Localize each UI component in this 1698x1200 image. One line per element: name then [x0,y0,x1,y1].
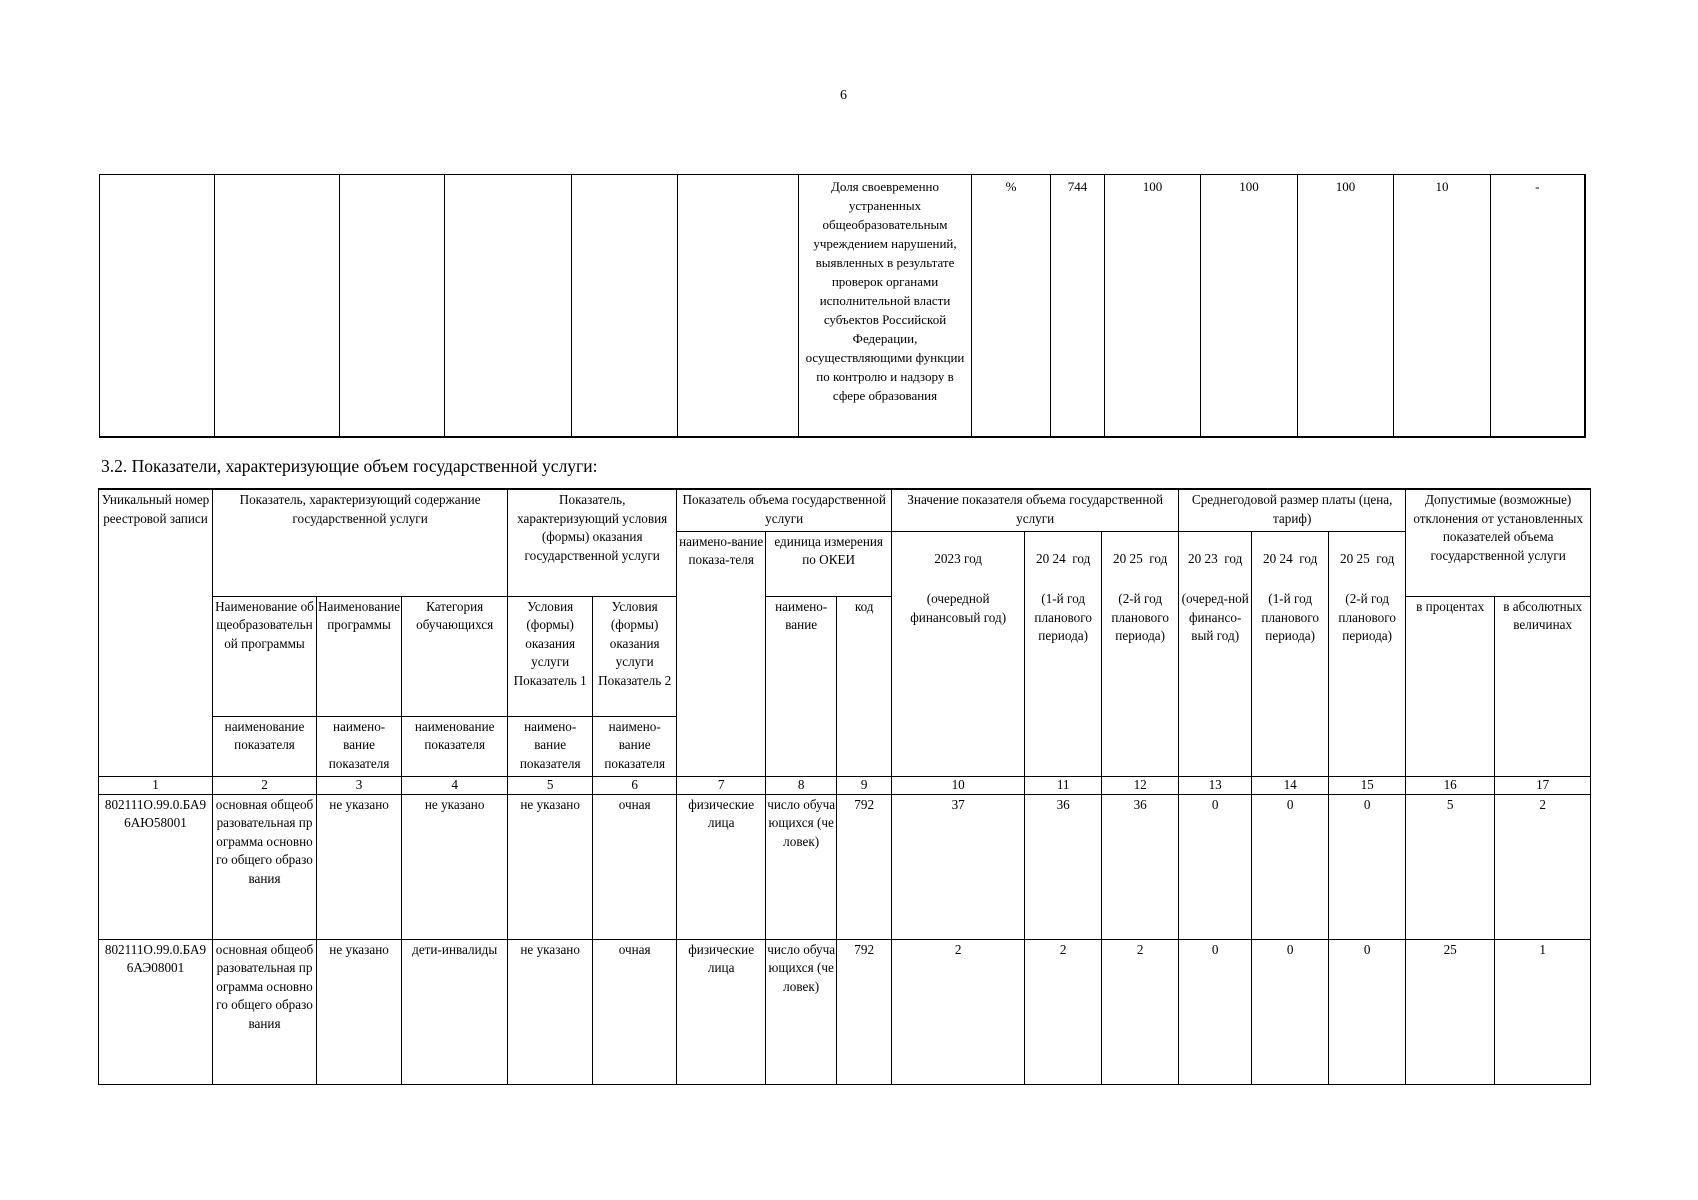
column-number: 15 [1329,776,1406,794]
header-value-2023 [892,531,1025,776]
program-name-cell: не указано [317,794,402,939]
registry-number: 802111О.99.0.БА96АЭ08001 [99,939,213,1084]
value-2025-cell: 2 [1102,939,1179,1084]
column-number: 14 [1252,776,1329,794]
fee-2023-cell: 0 [1179,939,1252,1084]
column-number: 2 [213,776,317,794]
column-number: 6 [593,776,677,794]
value-2023-cell: 2 [892,939,1025,1084]
page-number: 6 [840,88,847,103]
deviation-absolute-cell: 1 [1495,939,1591,1084]
header-deviation-group: Допустимые (возможные) отклонения от установленных показателей объема государственной услуги [1406,489,1591,596]
header-indicator-name: наимено-вание показа-теля [677,531,766,776]
header-fee-2023-year: 20 23 год [1188,550,1243,566]
header-value-2025-year: 20 25 год [1113,550,1168,566]
empty-cell [215,175,340,437]
fee-2023-cell: 0 [1179,794,1252,939]
header-condition-1: Условия (формы) оказания услуги Показатель 1 [508,596,593,716]
deviation-percent-cell: 25 [1406,939,1495,1084]
fee-2025-cell: 0 [1329,939,1406,1084]
indicator-cell: физические лица [677,939,766,1084]
deviation-absolute-cell: 2 [1495,794,1591,939]
header-deviation-absolute: в абсолютных величинах [1495,596,1591,776]
quality-code: 744 [1051,175,1105,437]
quality-unit: % [972,175,1051,437]
empty-cell [445,175,572,437]
header-program-name: Наименование программы [317,596,402,716]
header-indicator-name-c: наименование показателя [402,716,508,776]
header-condition-2: Условия (формы) оказания услуги Показатель 2 [593,596,677,716]
column-number: 3 [317,776,402,794]
header-fee-2024-sub: (1-й год планового периода) [1261,591,1319,643]
header-fee-2023 [1179,531,1252,776]
unit-name-cell: число обучающихся (человек) [766,939,837,1084]
header-unit-code: код [837,596,892,776]
header-volume-group: Показатель объема государственной услуги [677,489,892,531]
volume-indicators-table [98,488,1591,1085]
quality-deviation-percent: 10 [1394,175,1491,437]
condition-1-cell: не указано [508,794,593,939]
fee-2024-cell: 0 [1252,794,1329,939]
header-content-group: Показатель, характеризующий содержание государственной услуги [213,489,508,596]
empty-cell [100,175,215,437]
condition-2-cell: очная [593,939,677,1084]
column-number: 11 [1025,776,1102,794]
column-number: 16 [1406,776,1495,794]
header-program: Наименование общеобразовательной программы [213,596,317,716]
table-row [99,794,1591,939]
header-value-group: Значение показателя объема государственной услуги [892,489,1179,531]
header-deviation-percent: в процентах [1406,596,1495,776]
header-fee-2023-sub: (очеред-ной финансо-вый год) [1181,591,1249,643]
quality-deviation-absolute: - [1491,175,1585,437]
header-value-2024-sub: (1-й год планового периода) [1034,591,1092,643]
column-number: 10 [892,776,1025,794]
deviation-percent-cell: 5 [1406,794,1495,939]
condition-1-cell: не указано [508,939,593,1084]
header-unit-name: наимено-вание [766,596,837,776]
header-value-2024 [1025,531,1102,776]
header-fee-2025-year: 20 25 год [1340,550,1395,566]
program-cell: основная общеобразовательная программа основного общего образования [213,939,317,1084]
value-2024-cell: 2 [1025,939,1102,1084]
column-number: 17 [1495,776,1591,794]
header-indicator-name-e: наимено-вание показателя [593,716,677,776]
column-number: 12 [1102,776,1179,794]
registry-number: 802111О.99.0.БА96АЮ58001 [99,794,213,939]
quality-indicators-table-continued [99,174,1586,438]
header-indicator-name-d: наимено-вание показателя [508,716,593,776]
quality-indicator-name: Доля своевременно устраненных общеобразовательным учреждением нарушений, выявленных в результате проверок органами исполнительной власти субъектов Российской Федерации, осуществляющими функции по контролю и надзору в сфере образования [799,175,972,437]
unit-name-cell: число обучающихся (человек) [766,794,837,939]
column-number: 5 [508,776,593,794]
quality-value-2025: 100 [1298,175,1394,437]
unit-code-cell: 792 [837,794,892,939]
header-fee-2025-sub: (2-й год планового периода) [1338,591,1396,643]
program-name-cell: не указано [317,939,402,1084]
header-indicator-name-b: наимено-вание показателя [317,716,402,776]
header-unit-okei: единица измерения по ОКЕИ [766,531,892,596]
fee-2025-cell: 0 [1329,794,1406,939]
value-2025-cell: 36 [1102,794,1179,939]
header-indicator-name-a: наименование показателя [213,716,317,776]
empty-cell [678,175,799,437]
header-fee-2024-year: 20 24 год [1263,550,1318,566]
header-value-2025 [1102,531,1179,776]
header-unique-number: Уникальный номер реестровой записи [99,489,213,776]
header-value-2023-sub: (очередной финансовый год) [910,591,1007,625]
column-number: 7 [677,776,766,794]
header-value-2023-year: 2023 год [934,550,983,566]
unit-code-cell: 792 [837,939,892,1084]
category-cell: дети-инвалиды [402,939,508,1084]
header-conditions-group: Показатель, характеризующий условия (формы) оказания государственной услуги [508,489,677,596]
fee-2024-cell: 0 [1252,939,1329,1084]
column-number: 8 [766,776,837,794]
table-row [99,939,1591,1084]
header-fee-group: Среднегодовой размер платы (цена, тариф) [1179,489,1406,531]
empty-cell [340,175,445,437]
value-2024-cell: 36 [1025,794,1102,939]
header-category: Категория обучающихся [402,596,508,716]
column-number: 13 [1179,776,1252,794]
quality-value-2024: 100 [1201,175,1298,437]
header-fee-2025 [1329,531,1406,776]
header-value-2025-sub: (2-й год планового периода) [1111,591,1169,643]
condition-2-cell: очная [593,794,677,939]
indicator-cell: физические лица [677,794,766,939]
category-cell: не указано [402,794,508,939]
quality-value-2023: 100 [1105,175,1201,437]
value-2023-cell: 37 [892,794,1025,939]
header-value-2024-year: 20 24 год [1036,550,1091,566]
empty-cell [572,175,678,437]
column-number: 9 [837,776,892,794]
section-title: 3.2. Показатели, характеризующие объем государственной услуги: [101,456,598,476]
column-number: 1 [99,776,213,794]
column-number: 4 [402,776,508,794]
header-fee-2024 [1252,531,1329,776]
program-cell: основная общеобразовательная программа основного общего образования [213,794,317,939]
